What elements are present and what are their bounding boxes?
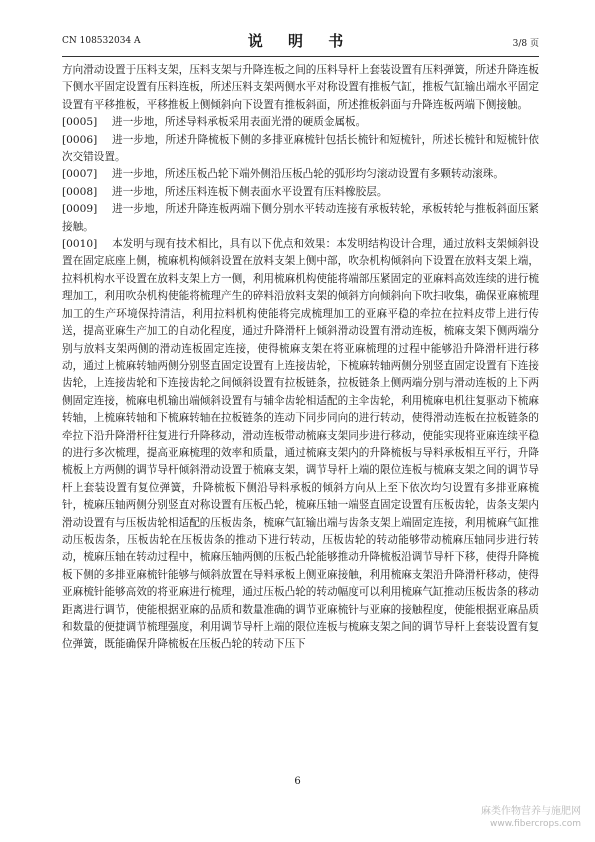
paragraph-text: 进一步地，所述导料承板采用表面光滑的硬质金属板。 (112, 116, 367, 129)
document-body (62, 62, 539, 654)
watermark (481, 806, 581, 830)
document-title: 说 明 书 (247, 32, 354, 50)
intro-paragraph: 方向滑动设置于压料支架，压料支架与升降连板之间的压料导杆上套装设置有压料弹簧，所述升降连板下侧水平固定设置有压料连板，所述压料支架两侧水平对称设置有推板气缸，推板气缸输出端水平固定设置有平移推板，平移推板上侧倾斜向下设置有推板斜面，所述推板斜面与升降连板两端下侧接触。 (62, 64, 539, 111)
paragraph-number: [0007] (62, 168, 98, 181)
paragraph-text: 进一步地，所述压板凸轮下端外侧沿压板凸轮的弧形均匀滚动设置有多颗转动滚珠。 (112, 168, 504, 181)
paragraph-0007 (62, 166, 539, 183)
paragraph-number: [0010] (62, 238, 98, 251)
page-indicator: 3/8 页 (512, 39, 539, 49)
paragraph-text: 本发明与现有技术相比，具有以下优点和效果：本发明结构设计合理，通过放料支架倾斜设置在固定底座上侧，梳麻机构倾斜设置在放料支架上侧中部，吹杂机构倾斜向下设置在放料支架上端，拉料机构水平设置在放料支架上方一侧，利用梳麻机构使能将端部压紧固定的亚麻料高效连续的进行梳理加工，利用吹杂机构使能将梳理产生的碎料沿放料支架的倾斜方向倾斜向下吹扫收集，确保亚麻梳理加工的生产环境保持清洁，利用拉料机构使能将完成梳理加工的亚麻平稳的牵拉在拉料皮带上进行传送，提高亚麻生产加工的自动化程度，通过升降滑杆上倾斜滑动设置有滑动连板，梳麻支架下侧两端分别与放料支架两侧的滑动连板固定连接，使得梳麻支架在将亚麻梳理的过程中能够沿升降滑杆进行移动，通过上梳麻转轴两侧分别竖直固定设置有上连接齿轮，下梳麻转轴两侧分别竖直固定设置有下连接齿轮，上连接齿轮和下连接齿轮之间倾斜设置有拉板链条，拉板链条上侧两端分别与滑动连板的上下两侧固定连接，梳麻电机输出端倾斜设置有与辅伞齿轮相适配的主伞齿轮，利用梳麻电机往复驱动下梳麻转轴，上梳麻转轴和下梳麻转轴在拉板链条的连动下同步同向的进行转动，使得滑动连板在拉板链条的牵拉下沿升降滑杆往复进行升降移动，滑动连板带动梳麻支架同步进行移动，使能实现将亚麻连续平稳的进行多次梳理，提高亚麻梳理的效率和质量，通过梳麻支架内的升降梳板与导料承板相互平行，升降梳板上方两侧的调节导杆倾斜滑动设置于梳麻支架，调节导杆上端的限位连板与梳麻支架之间的调节导杆上套装设置有复位弹簧，升降梳板下侧沿导料承板的倾斜方向从上至下依次均匀设置有多排亚麻梳针，梳麻压轴两侧分别竖直对称设置有压板凸轮，梳麻压轴一端竖直固定设置有压板齿轮，齿条支架内滑动设置有与压板齿轮相适配的压板齿条，梳麻气缸输出端与齿条支架上端固定连接，利用梳麻气缸推动压板齿条，压板齿轮在压板齿条的推动下进行转动，压板齿轮的转动能够带动梳麻压轴同步进行转动，梳麻压轴在转动过程中，梳麻压轴两侧的压板凸轮能够推动升降梳板沿调节导杆下移，使得升降梳板下侧的多排亚麻梳针能够与倾斜放置在导料承板上侧亚麻接触，利用梳麻支架沿升降滑杆移动，使得亚麻梳针能够高效的将亚麻进行梳理，通过压板凸轮的转动幅度可以利用梳麻气缸推动压板齿条的移动距离进行调节，使能根据亚麻的品质和数量准确的调节亚麻梳针与亚麻的接触程度，使能根据亚麻品质和数量的便捷调节梳理强度，利用调节导杆上端的限位连板与梳麻支架之间的调节导杆上套装设置有复位弹簧，既能确保升降梳板在压板凸轮的转动下压下 (62, 238, 539, 651)
paragraph-number: [0006] (62, 133, 98, 146)
paragraph-0010 (62, 236, 539, 654)
paragraph-0006 (62, 132, 539, 167)
paragraph-text: 进一步地，所述升降梳板下侧的多排亚麻梳针包括长梳针和短梳针，所述长梳针和短梳针依次交错设置。 (62, 133, 539, 164)
paragraph-number: [0005] (62, 116, 98, 129)
watermark-url: www.fibercrops.com (490, 819, 581, 829)
paragraph-text: 进一步地，所述压料连板下侧表面水平设置有压料橡胶层。 (112, 185, 388, 198)
page-header (62, 30, 539, 52)
page-number: 6 (294, 776, 301, 787)
paragraph-0008 (62, 184, 539, 201)
paragraph-number: [0008] (62, 185, 98, 198)
paragraph-number: [0009] (62, 203, 98, 216)
paragraph-0005 (62, 114, 539, 131)
patent-number: CN 108532034 A (62, 36, 141, 46)
header-rule (62, 56, 539, 57)
paragraph-text: 进一步地，所述升降连板两端下侧分别水平转动连接有承板转轮，承板转轮与推板斜面压紧接触。 (62, 203, 539, 233)
watermark-site-name: 麻类作物营养与施肥网 (481, 806, 581, 817)
paragraph-0009 (62, 201, 539, 236)
